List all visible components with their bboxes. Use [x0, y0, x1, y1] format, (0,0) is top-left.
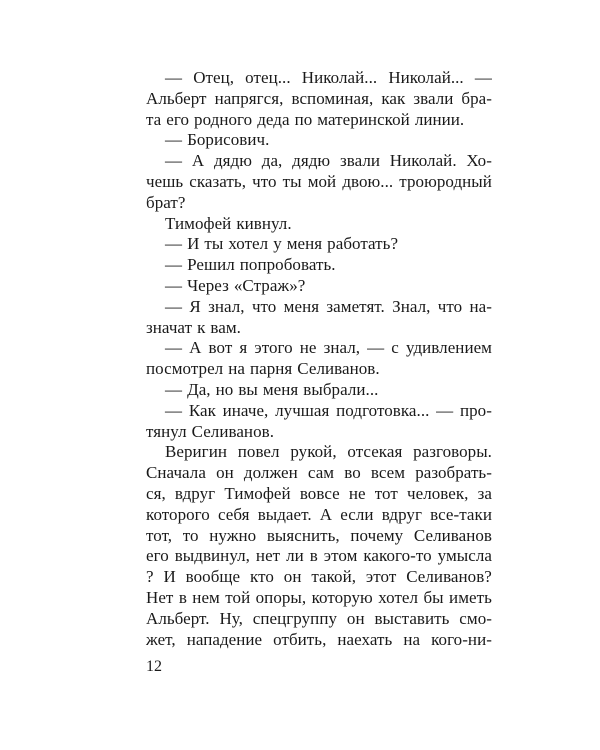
body-text — [146, 68, 492, 650]
text-line: Альберт. Ну, спецгруппу он выставить смо- — [146, 608, 492, 628]
text-line: которого себя выдает. А если вдруг все-таки — [146, 504, 492, 524]
text-line: та его родного деда по материнской линии. — [146, 109, 465, 129]
page-number: 12 — [146, 658, 162, 675]
text-line: — А вот я этого не знал, — с удивлением — [165, 338, 492, 358]
text-line: его выдвинул, нет ли в этом какого-то умысла — [146, 546, 492, 566]
text-line: ся, вдруг Тимофей вовсе не тот человек, за — [146, 483, 492, 503]
text-line: — Я знал, что меня заметят. Знал, что на- — [165, 296, 492, 316]
text-line: чешь сказать, что ты мой двою... троюродный — [146, 171, 492, 191]
text-line: — Через «Страж»? — [165, 275, 306, 295]
text-line: брат? — [146, 192, 186, 212]
text-line: — Да, но вы меня выбрали... — [165, 379, 379, 399]
text-line: тот, то нужно выяснить, почему Селиванов — [146, 525, 492, 545]
text-line: ? И вообще кто он такой, этот Селиванов? — [146, 567, 492, 587]
text-line: Веригин повел рукой, отсекая разговоры. — [165, 442, 492, 462]
text-line: жет, нападение отбить, наехать на кого-ни- — [146, 629, 492, 649]
text-line: — Отец, отец... Николай... Николай... — — [165, 68, 492, 87]
text-line: Сначала он должен сам во всем разобрать- — [146, 463, 492, 483]
text-line: Нет в нем той опоры, которую хотел бы иметь — [146, 587, 492, 607]
text-line: Альберт напрягся, вспоминая, как звали бра- — [146, 88, 492, 108]
text-line: — Как иначе, лучшая подготовка... — про- — [165, 400, 492, 420]
text-line: — Борисович. — [165, 130, 270, 150]
text-line: тянул Селиванов. — [146, 421, 275, 441]
text-line: значат к вам. — [146, 317, 241, 337]
text-line: — И ты хотел у меня работать? — [165, 234, 399, 254]
text-line: — А дядю да, дядю звали Николай. Хо- — [165, 151, 492, 171]
text-line: Тимофей кивнул. — [165, 213, 292, 233]
text-line: — Решил попробовать. — [165, 255, 336, 275]
text-line: посмотрел на парня Селиванов. — [146, 359, 380, 379]
